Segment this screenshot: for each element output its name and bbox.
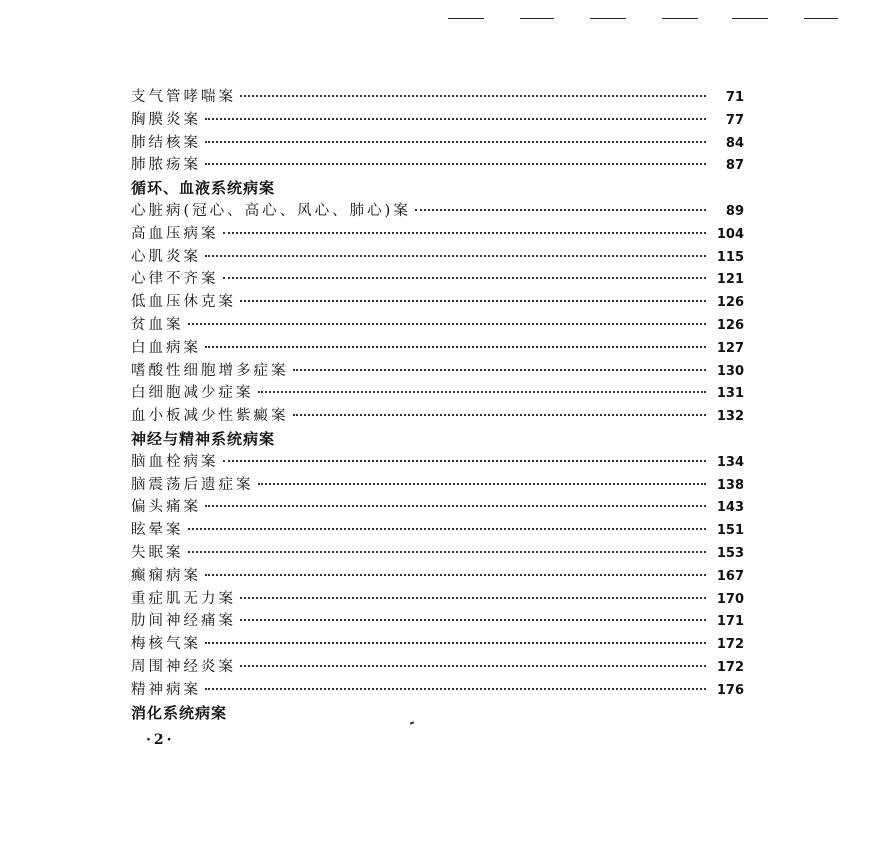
header-rule [662, 18, 698, 19]
page-number: ·2· [146, 732, 175, 748]
toc-entry [131, 633, 744, 656]
dot-leader [240, 300, 706, 302]
entry-title: 脑震荡后遗症案 [131, 476, 254, 493]
dot-leader [188, 551, 707, 553]
entry-title: 肋间神经痛案 [131, 613, 236, 630]
entry-title: 偏头痛案 [131, 499, 201, 516]
dot-leader [240, 619, 706, 621]
dot-leader [205, 346, 706, 348]
dot-leader [205, 118, 706, 120]
toc-entry [131, 382, 744, 405]
toc-entry [131, 565, 744, 588]
toc-entry [131, 360, 744, 383]
toc-entry [131, 314, 744, 337]
entry-title: 血小板减少性紫癜案 [131, 408, 289, 425]
header-rule-marks [440, 18, 840, 24]
toc-entry [131, 246, 744, 269]
toc-entry [131, 200, 744, 223]
dot-leader [240, 597, 706, 599]
entry-title: 失眠案 [131, 544, 184, 561]
toc-entry [131, 337, 744, 360]
header-rule [732, 18, 768, 19]
entry-page-number: 167 [716, 568, 744, 584]
entry-page-number: 77 [725, 112, 744, 128]
dot-leader [258, 391, 707, 393]
entry-page-number: 126 [716, 295, 744, 311]
dot-leader [415, 209, 706, 211]
entry-title: 高血压病案 [131, 225, 219, 242]
toc-entry [131, 109, 744, 132]
dot-leader [258, 483, 707, 485]
entry-title: 心律不齐案 [131, 271, 219, 288]
dot-leader [205, 688, 706, 690]
toc-entry [131, 542, 744, 565]
toc-entry [131, 496, 744, 519]
toc-entry [131, 405, 744, 428]
section-title: 消化系统病案 [131, 703, 228, 722]
dot-leader [223, 277, 707, 279]
dot-leader [188, 528, 707, 530]
entry-page-number: 115 [716, 249, 744, 265]
dot-leader [223, 232, 707, 234]
entry-title: 心肌炎案 [131, 248, 201, 265]
toc-entry [131, 679, 744, 702]
entry-title: 肺脓疡案 [131, 157, 201, 174]
header-rule [590, 18, 626, 19]
toc-entry [131, 268, 744, 291]
entry-page-number: 104 [716, 226, 744, 242]
toc-entry [131, 291, 744, 314]
entry-title: 支气管哮喘案 [131, 89, 236, 105]
entry-title: 癫痫病案 [131, 567, 201, 584]
dot-leader [205, 642, 706, 644]
header-rule [520, 18, 554, 19]
toc-entry [131, 451, 744, 474]
entry-page-number: 84 [725, 135, 744, 151]
entry-page-number: 89 [725, 203, 744, 219]
entry-title: 白血病案 [131, 339, 201, 356]
section-title: 循环、血液系统病案 [131, 179, 276, 198]
entry-title: 梅核气案 [131, 636, 201, 653]
entry-title: 肺结核案 [131, 134, 201, 151]
entry-page-number: 126 [716, 317, 744, 333]
toc-section-heading [131, 428, 744, 451]
entry-page-number: 138 [716, 477, 744, 493]
entry-title: 贫血案 [131, 316, 184, 333]
entry-title: 白细胞减少症案 [131, 385, 254, 402]
entry-title: 精神病案 [131, 681, 201, 698]
dot-leader [293, 369, 707, 371]
toc-entry [131, 223, 744, 246]
toc-entry [131, 519, 744, 542]
dot-leader [293, 414, 707, 416]
toc-entry [131, 154, 744, 177]
section-title: 神经与精神系统病案 [131, 429, 276, 448]
toc-entry [131, 474, 744, 497]
toc-entry [131, 610, 744, 633]
entry-page-number: 172 [716, 637, 744, 653]
dot-leader [188, 323, 707, 325]
entry-page-number: 71 [725, 90, 744, 105]
dot-leader [205, 163, 706, 165]
entry-page-number: 127 [716, 340, 744, 356]
toc-section-heading [131, 177, 744, 200]
entry-title: 心脏病(冠心、高心、风心、肺心)案 [131, 202, 411, 219]
toc-entry [131, 132, 744, 155]
entry-page-number: 151 [716, 523, 744, 539]
entry-page-number: 87 [725, 158, 744, 174]
dot-leader [240, 665, 706, 667]
entry-page-number: 170 [716, 591, 744, 607]
entry-page-number: 172 [716, 659, 744, 675]
entry-title: 脑血栓病案 [131, 453, 219, 470]
dot-leader [223, 460, 707, 462]
entry-title: 低血压休克案 [131, 294, 236, 311]
entry-page-number: 121 [716, 272, 744, 288]
entry-page-number: 131 [716, 386, 744, 402]
dot-leader [240, 95, 706, 97]
dot-leader [205, 574, 706, 576]
entry-page-number: 130 [716, 363, 744, 379]
entry-page-number: 132 [716, 409, 744, 425]
toc-section-heading [131, 702, 744, 725]
toc-entry [131, 656, 744, 679]
entry-title: 眩晕案 [131, 522, 184, 539]
entry-page-number: 176 [716, 682, 744, 698]
toc-entry [131, 86, 744, 109]
header-rule [448, 18, 484, 19]
entry-title: 胸膜炎案 [131, 111, 201, 128]
entry-title: 嗜酸性细胞增多症案 [131, 362, 289, 379]
dot-leader [205, 141, 706, 143]
entry-title: 周围神经炎案 [131, 658, 236, 675]
toc-entry [131, 588, 744, 611]
dot-leader [205, 505, 706, 507]
entry-page-number: 153 [716, 545, 744, 561]
table-of-contents [131, 86, 744, 724]
entry-page-number: 171 [716, 614, 744, 630]
entry-title: 重症肌无力案 [131, 590, 236, 607]
entry-page-number: 143 [716, 500, 744, 516]
entry-page-number: 134 [716, 454, 744, 470]
dot-leader [205, 255, 706, 257]
header-rule [804, 18, 838, 19]
